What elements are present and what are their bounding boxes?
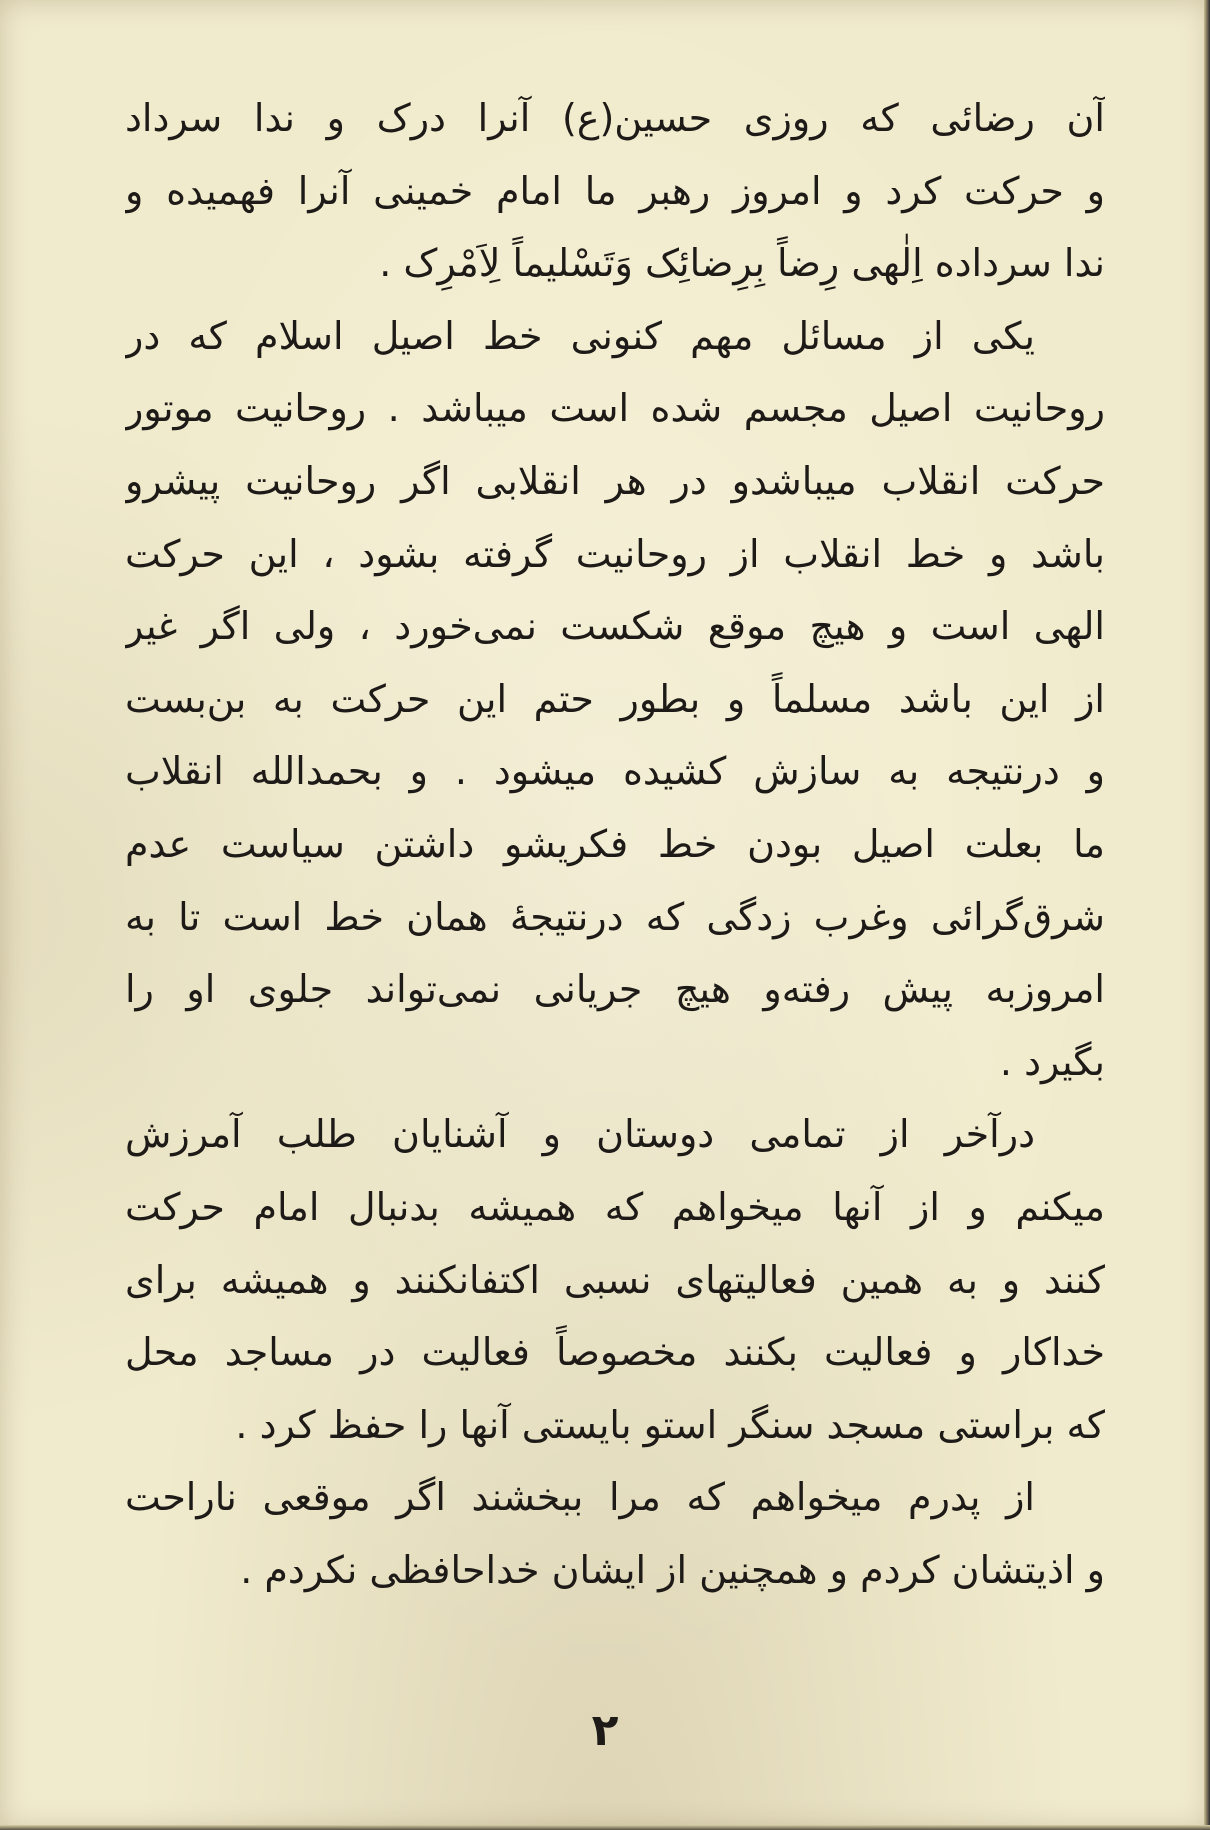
body-text xyxy=(125,82,1105,1606)
text-line: از این باشد مسلماً و بطور حتم این حرکت به بن‌بست xyxy=(125,676,1105,721)
text-line: یکی از مسائل مهم کنونی خط اصیل اسلام که در xyxy=(125,313,1035,358)
text-line: میکنم و از آنها میخواهم که همیشه بدنبال امام حرکت xyxy=(125,1184,1105,1229)
text-line: و حرکت کرد و امروز رهبر ما امام خمینی آنرا فهمیده و xyxy=(125,168,1105,213)
text-line: امروزبه پیش رفته‌و هیچ جریانی نمی‌تواند جلوی او را xyxy=(125,967,1105,1012)
text-line: الهی است و هیچ موقع شکست نمی‌خورد ، ولی اگر غیر xyxy=(125,604,1105,649)
text-line: ندا سرداده اِلٰهی رِضاً بِرِضائِک وَتَسْلیماً لِاَمْرِک . xyxy=(379,241,1105,286)
text-line: و اذیتشان کردم و همچنین از ایشان خداحافظی نکردم . xyxy=(240,1547,1105,1592)
text-line: و درنتیجه به سازش کشیده میشود . و بحمدالله انقلاب xyxy=(125,749,1105,794)
text-line: بگیرد . xyxy=(999,1039,1105,1084)
text-line: حرکت انقلاب میباشدو در هر انقلابی اگر روحانیت پیشرو xyxy=(125,458,1105,503)
text-line: روحانیت اصیل مجسم شده است میباشد . روحانیت موتور xyxy=(125,386,1105,431)
text-line: درآخر از تمامی دوستان و آشنایان طلب آمرزش xyxy=(125,1112,1035,1157)
text-line: که براستی مسجد سنگر استو بایستی آنها را حفظ کرد . xyxy=(235,1402,1105,1447)
text-line: از پدرم میخواهم که مرا ببخشند اگر موقعی ناراحت xyxy=(125,1475,1035,1520)
text-line: آن رضائی که روزی حسین(ع) آنرا درک و ندا سرداد xyxy=(125,96,1105,140)
text-line: باشد و خط انقلاب از روحانیت گرفته بشود ، این حرکت xyxy=(125,531,1105,576)
page-bottom-edge xyxy=(0,1825,1210,1830)
page-edge-shadow xyxy=(1204,0,1210,1830)
text-line: خداکار و فعالیت بکنند مخصوصاً فعالیت در مساجد محل xyxy=(125,1330,1105,1375)
text-line: ما بعلت اصیل بودن خط فکریشو داشتن سیاست عدم xyxy=(125,821,1105,866)
text-line: شرق‌گرائی وغرب زدگی که درنتیجهٔ همان خط است تا به xyxy=(125,894,1105,939)
page-number: ۲ xyxy=(591,1705,619,1756)
text-line: کنند و به همین فعالیتهای نسبی اکتفانکنند و همیشه برای xyxy=(125,1257,1105,1302)
